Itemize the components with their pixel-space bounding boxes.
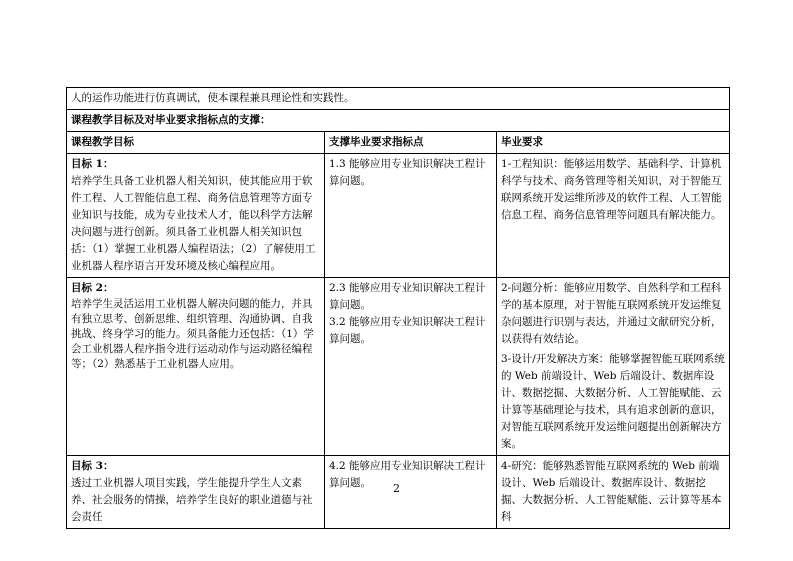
indicator-text: 4.2 能够应用专业知识解决工程计算问题。 [329,460,486,489]
intro-text: 人的运作功能进行仿真调试，使本课程兼具理论性和实践性。 [67,88,730,110]
indicator-text: 1.3 能够应用专业知识解决工程计算问题。 [329,158,486,187]
header-indicator: 支撑毕业要求指标点 [325,132,497,154]
course-objectives-table [66,87,730,529]
requirement-text: 1-工程知识：能够运用数学、基础科学、计算机科学与技术、商务管理等相关知识，对于智能互联网系统开发运维所涉及的软件工程、人工智能信息工程、商务信息管理等问题具有解决能力。 [501,158,722,221]
table-row [67,278,730,456]
section-title: 课程教学目标及对毕业要求指标点的支撑： [67,110,730,132]
goal-title: 目标 3： [71,460,114,472]
indicator-text: 2.3 能够应用专业知识解决工程计算问题。 [329,282,486,311]
table-row [67,154,730,278]
requirement-cell [497,278,730,456]
indicator-cell [325,278,497,456]
goal-title: 目标 1： [71,158,114,170]
section-title-row [67,110,730,132]
requirement-text: 4-研究：能够熟悉智能互联网系统的 Web 前端设计、Web 后端设计、数据库设计、数据挖掘、大数据分析、人工智能赋能、云计算等基本科 [501,460,722,523]
table-header-row [67,132,730,154]
goal-cell [67,154,325,278]
goal-body: 培养学生具备工业机器人相关知识，使其能应用于软件工程、人工智能信息工程、商务信息管理等方面专业知识与技能，成为专业技术人才，能以科学方法解决问题与进行创新。须具备工业机器人相关知识包括：（1）掌握工业机器人编程语法；（2）了解使用工业机器人程序语言开发环境及核心编程应用。 [71,175,316,272]
requirement-text: 3-设计/开发解决方案：能够掌握智能互联网系统的 Web 前端设计、Web 后端设计、数据库设计、数据挖掘、大数据分析、人工智能赋能、云计算等基础理论与技术，具有追求创新的意识，对智能互联网系统开发运维问题提出创新解决方案。 [501,353,725,450]
header-goal: 课程教学目标 [67,132,325,154]
goal-body: 透过工业机器人项目实践，学生能提升学生人文素养、社会服务的情操，培养学生良好的职业道德与社会责任 [71,477,313,523]
goal-title: 目标 2： [71,282,114,294]
goal-cell [67,278,325,456]
goal-body: 培养学生灵活运用工业机器人解决问题的能力，并具有独立思考、创新思维、组织管理、沟通协调、自我挑战、终身学习的能力。须具备能力还包括：（1）学会工业机器人程序指令进行运动动作与运动路径编程等；（2）熟悉基于工业机器人应用。 [71,298,314,370]
requirement-text: 2-问题分析：能够应用数学、自然科学和工程科学的基本原理，对于智能互联网系统开发运维复杂问题进行识别与表达，并通过文献研究分析，以获得有效结论。 [501,282,722,345]
page-number: 2 [393,482,400,495]
intro-row [67,88,730,110]
header-requirement: 毕业要求 [497,132,730,154]
indicator-cell [325,154,497,278]
indicator-text: 3.2 能够应用专业知识解决工程计算问题。 [329,316,486,345]
requirement-cell [497,154,730,278]
